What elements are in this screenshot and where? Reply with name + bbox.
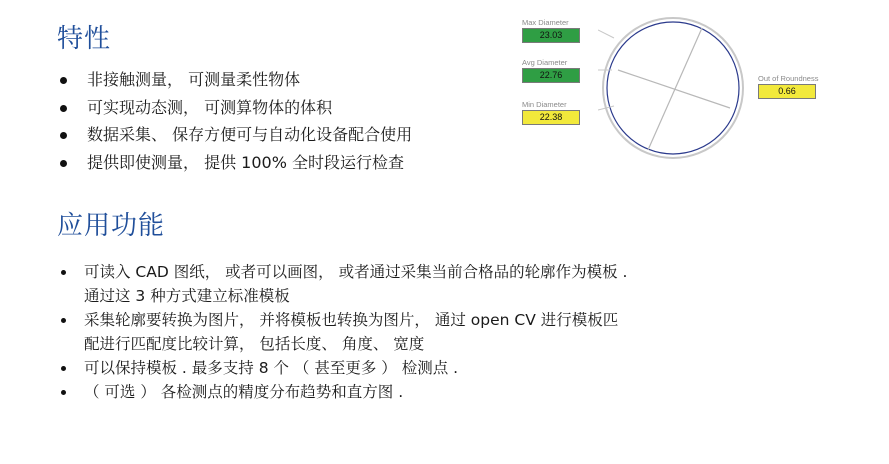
features-list <box>60 66 412 176</box>
diameter-line-a <box>618 70 730 108</box>
application-item <box>60 308 840 356</box>
application-line: 采集轮廓要转换为图片， 并将模板也转换为图片， 通过 open CV 进行模板匹 <box>84 311 619 329</box>
feature-item: 可实现动态测， 可测算物体的体积 <box>60 94 412 122</box>
application-line: （ 可选 ） 各检测点的精度分布趋势和直方图 . <box>84 383 404 401</box>
diameter-line-b <box>648 28 702 150</box>
feature-item: 提供即使测量， 提供 100% 全时段运行检查 <box>60 149 412 177</box>
avg-diameter-value: 22.76 <box>522 68 580 83</box>
measured-profile-circle <box>607 22 739 154</box>
application-line: 可以保持模板 . 最多支持 8 个 （ 甚至更多 ） 检测点 . <box>84 359 459 377</box>
min-diameter-readout <box>522 100 580 125</box>
min-diameter-value: 22.38 <box>522 110 580 125</box>
feature-item: 非接触测量， 可测量柔性物体 <box>60 66 412 94</box>
max-diameter-readout <box>522 18 580 43</box>
max-diameter-label: Max Diameter <box>522 18 569 27</box>
out-of-roundness-readout <box>758 74 818 99</box>
roundness-circle-diagram <box>598 8 748 168</box>
outer-gauge-ring <box>603 18 743 158</box>
feature-item: 数据采集、 保存方便可与自动化设备配合使用 <box>60 121 412 149</box>
roundness-measurement-graphic <box>510 8 850 168</box>
application-item <box>60 260 840 308</box>
applications-heading: 应用功能 <box>57 211 166 241</box>
min-diameter-label: Min Diameter <box>522 100 567 109</box>
application-item <box>60 356 840 380</box>
application-line: 通过这 3 种方式建立标准模板 <box>84 287 290 305</box>
features-heading: 特性 <box>57 24 112 54</box>
out-of-roundness-value: 0.66 <box>758 84 816 99</box>
application-item <box>60 380 840 404</box>
max-leader-line <box>598 30 614 38</box>
max-diameter-value: 23.03 <box>522 28 580 43</box>
application-line: 可读入 CAD 图纸， 或者可以画图， 或者通过采集当前合格品的轮廓作为模板 . <box>84 263 628 281</box>
applications-list <box>60 260 840 404</box>
avg-diameter-label: Avg Diameter <box>522 58 568 67</box>
out-of-roundness-label: Out of Roundness <box>758 74 819 83</box>
application-line: 配进行匹配度比较计算， 包括长度、 角度、 宽度 <box>84 335 425 353</box>
avg-diameter-readout <box>522 58 580 83</box>
